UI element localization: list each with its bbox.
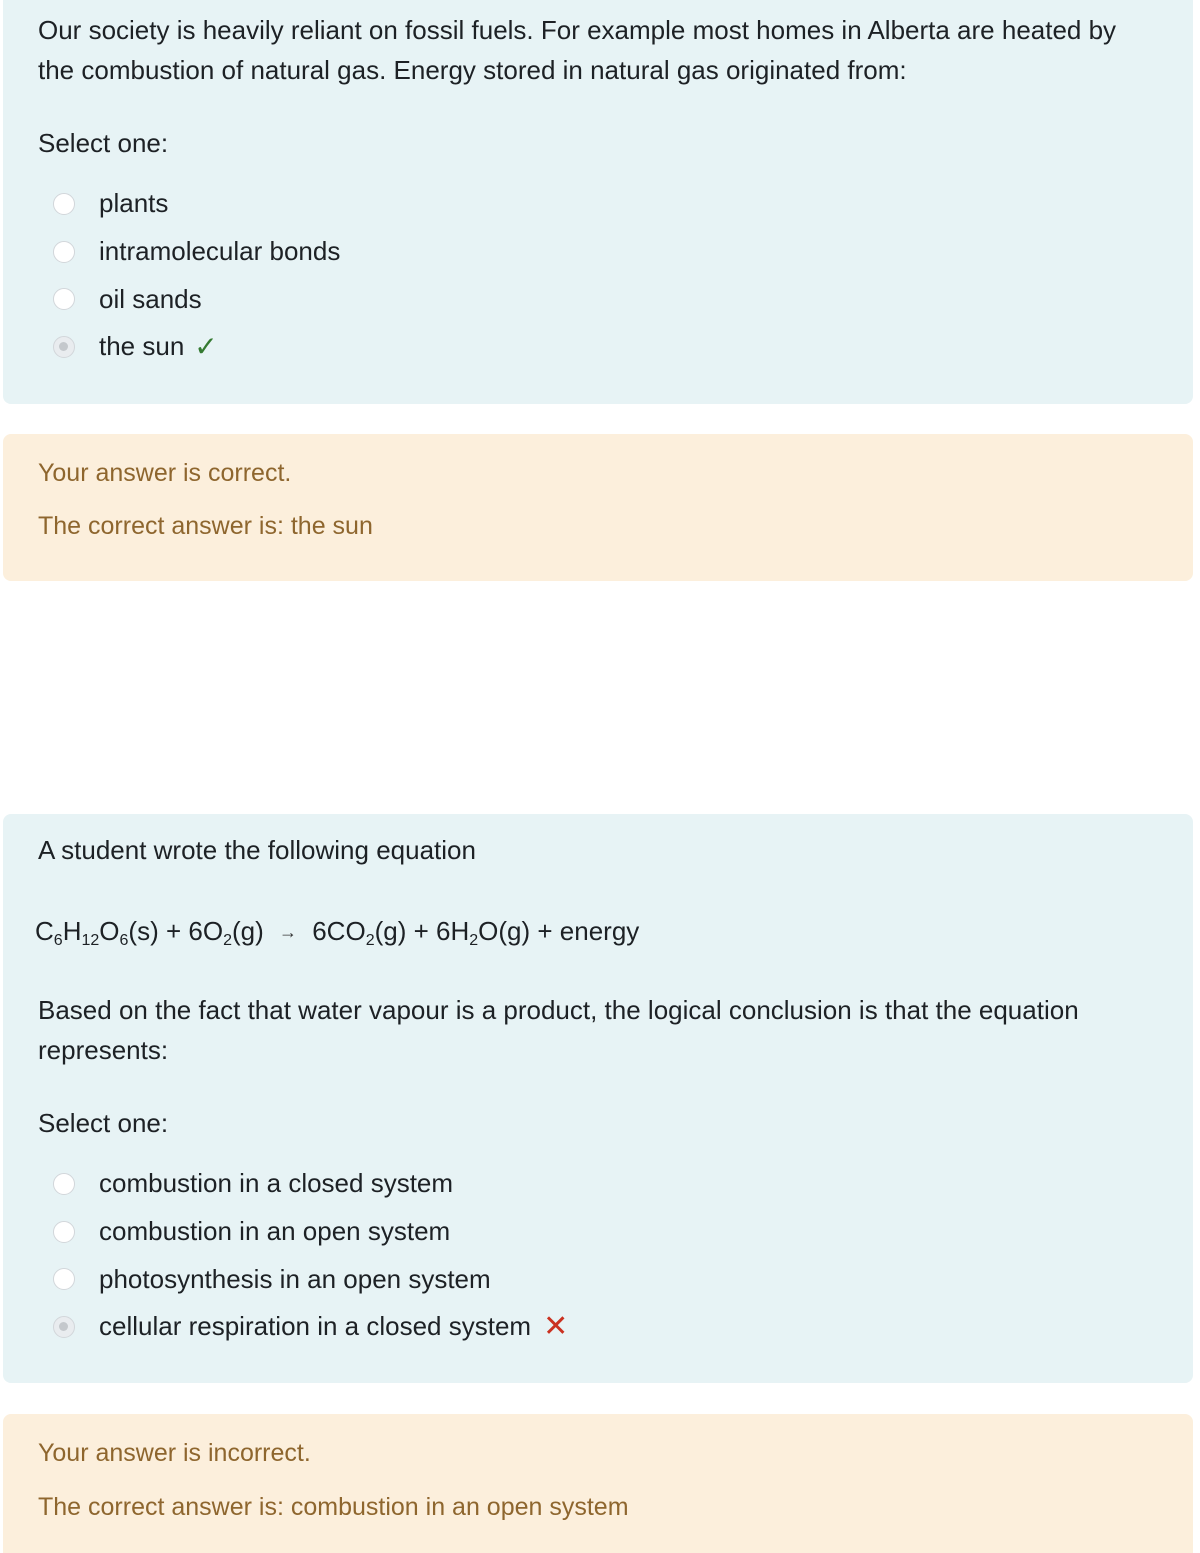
option-oil-sands[interactable] bbox=[53, 275, 340, 323]
option-cellular-respiration-closed-system[interactable] bbox=[53, 1303, 568, 1351]
feedback-1-box bbox=[3, 434, 1193, 581]
question-2-options bbox=[53, 1160, 568, 1351]
chemical-equation: $C_6H_{12}O_6(s) + 6O_2(g) \to 6CO_2(g) + 6H_2O(g)$ + energy bbox=[35, 916, 640, 949]
question-2-intro: A student wrote the following equation bbox=[38, 835, 476, 865]
option-label: plants bbox=[99, 188, 169, 219]
radio-button[interactable] bbox=[53, 1221, 75, 1243]
option-combustion-open-system[interactable] bbox=[53, 1208, 568, 1256]
cross-icon: ✕ bbox=[543, 1310, 569, 1344]
option-the-sun[interactable] bbox=[53, 323, 340, 371]
radio-button-selected[interactable] bbox=[53, 1316, 75, 1338]
option-label: combustion in a closed system bbox=[99, 1168, 454, 1199]
option-label: intramolecular bonds bbox=[99, 236, 341, 267]
option-label: cellular respiration in a closed system bbox=[99, 1311, 532, 1342]
option-label: the sun bbox=[99, 331, 185, 362]
option-plants[interactable] bbox=[53, 180, 340, 228]
question-1-box bbox=[3, 0, 1193, 404]
radio-button[interactable] bbox=[53, 241, 75, 263]
radio-button[interactable] bbox=[53, 288, 75, 310]
option-combustion-closed-system[interactable] bbox=[53, 1160, 568, 1208]
feedback-1-correct-answer: The correct answer is: the sun bbox=[38, 512, 373, 540]
option-label: oil sands bbox=[99, 283, 202, 314]
option-intramolecular-bonds[interactable] bbox=[53, 228, 340, 276]
question-2-text: Based on the fact that water vapour is a product, the logical conclusion is that the equation represents: bbox=[38, 995, 1079, 1065]
option-label: combustion in an open system bbox=[99, 1216, 451, 1247]
feedback-2-correct-answer: The correct answer is: combustion in an open system bbox=[38, 1493, 629, 1521]
option-label: photosynthesis in an open system bbox=[99, 1263, 491, 1294]
question-1-text: Our society is heavily reliant on fossil fuels. For example most homes in Alberta are heated by the combustion of natural gas. Energy stored in natural gas originated from: bbox=[38, 15, 1117, 85]
radio-button-selected[interactable] bbox=[53, 336, 75, 358]
feedback-1-status: Your answer is correct. bbox=[38, 459, 292, 487]
select-one-label: Select one: bbox=[38, 128, 169, 158]
radio-button[interactable] bbox=[53, 193, 75, 215]
checkmark-icon: ✓ bbox=[194, 331, 218, 363]
reaction-arrow-icon: → bbox=[278, 922, 297, 942]
feedback-2-box bbox=[3, 1414, 1193, 1553]
radio-button[interactable] bbox=[53, 1173, 75, 1195]
feedback-2-status: Your answer is incorrect. bbox=[38, 1439, 311, 1467]
question-1-options bbox=[53, 180, 340, 371]
select-one-label: Select one: bbox=[38, 1108, 169, 1138]
option-photosynthesis-open-system[interactable] bbox=[53, 1255, 568, 1303]
radio-button[interactable] bbox=[53, 1268, 75, 1290]
